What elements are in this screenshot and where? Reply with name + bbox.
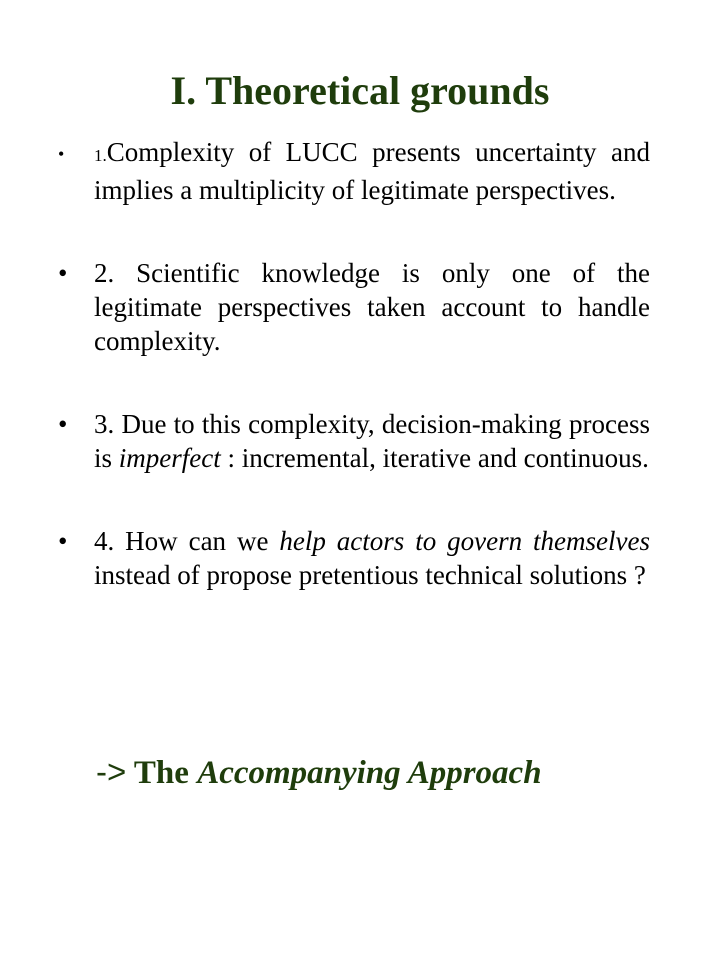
bullet-marker: • [58, 258, 68, 288]
bullet-text: 2. Scientific knowledge is only one of the legitimate perspectives taken account to handle complexity. [94, 258, 650, 356]
conclusion-line [96, 752, 542, 793]
bullet-item-2 [58, 256, 650, 358]
bullet-text-start: 4. How can we [94, 526, 280, 556]
bullet-marker: • [58, 144, 65, 164]
bullet-text: Complexity of LUCC presents uncertainty and implies a multiplicity of legitimate perspectives. [94, 137, 650, 205]
bullet-marker: • [58, 409, 68, 439]
conclusion-emphasis: Accompanying Approach [197, 755, 542, 791]
bullet-item-4 [58, 524, 650, 592]
bullet-item-1 [58, 135, 650, 207]
bullet-number: 1. [94, 146, 107, 165]
bullet-text-end: instead of propose pretentious technical solutions ? [94, 560, 646, 590]
bullet-text-end: : incremental, iterative and continuous. [220, 443, 649, 473]
bullet-text-start: 3. Due to this complexity, decision-making process is [94, 409, 650, 473]
bullet-marker: • [58, 526, 68, 556]
bullet-emphasis: help actors to govern themselves [279, 526, 650, 556]
conclusion-prefix: The [133, 755, 189, 791]
bullet-item-3 [58, 407, 650, 475]
slide-title: I. Theoretical grounds [170, 68, 550, 113]
bullet-emphasis: imperfect [118, 443, 221, 473]
arrow-glyph: -> [96, 753, 127, 790]
bullet-list [58, 135, 650, 641]
